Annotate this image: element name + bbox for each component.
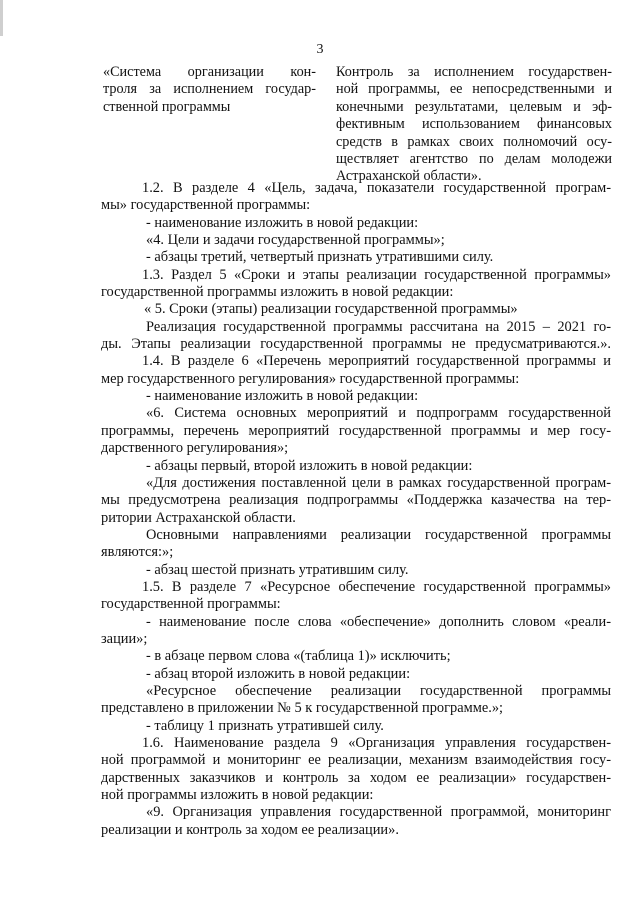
body-text-line: ды. Этапы реализации государственной программы не предусматриваются.». bbox=[101, 336, 611, 353]
body-text-line: мы предусмотрена реализация подпрограммы «Поддержка казачества на тер- bbox=[101, 492, 611, 509]
body-text-line: мы» государственной программы: bbox=[101, 197, 311, 214]
page-number: 3 bbox=[316, 42, 324, 57]
table-text-line: средств в рамках своих полномочий осу- bbox=[336, 133, 612, 150]
body-text-line: «9. Организация управления государственной программой, мониторинг bbox=[146, 804, 611, 821]
table-text-line: Контроль за исполнением государствен- bbox=[336, 64, 612, 80]
body-text-line: ной программой и мониторинг ее реализации, механизм взаимодействия госу- bbox=[101, 752, 611, 769]
table-cell-left bbox=[103, 64, 316, 116]
body-text-line: ритории Астраханской области. bbox=[101, 509, 296, 526]
body-text-line: 1.2. В разделе 4 «Цель, задача, показатели государственной програм- bbox=[142, 180, 611, 196]
body-text-line: государственной программы: bbox=[101, 596, 281, 613]
body-text-line: являются:»; bbox=[101, 544, 174, 561]
body-text-line: - в абзаце первом слова «(таблица 1)» исключить; bbox=[146, 648, 451, 665]
body-text-line: представлено в приложении № 5 к государственной программе.»; bbox=[101, 700, 504, 717]
body-text-line: реализации и контроль за ходом ее реализации». bbox=[101, 821, 399, 838]
table-text-line: «Система организации кон- bbox=[103, 64, 316, 80]
body-text-line: - таблицу 1 признать утратившей силу. bbox=[146, 717, 384, 734]
body-text-line: - абзац второй изложить в новой редакции: bbox=[146, 665, 411, 682]
body-text-line: 1.5. В разделе 7 «Ресурсное обеспечение государственной программы» bbox=[142, 578, 611, 595]
document-body bbox=[101, 180, 611, 839]
body-text-line: Реализация государственной программы рассчитана на 2015 – 2021 го- bbox=[146, 318, 611, 335]
table-text-line: троля за исполнением государ- bbox=[103, 81, 316, 98]
scan-edge-mark bbox=[0, 0, 3, 36]
body-text-line: - наименование после слова «обеспечение» дополнить словом «реали- bbox=[146, 613, 611, 630]
table-text-line: ществляет агентство по делам молодежи bbox=[336, 151, 612, 168]
table-cell-right bbox=[336, 64, 612, 186]
body-text-line: государственной программы изложить в новой редакции: bbox=[101, 284, 454, 301]
body-text-line: - абзац шестой признать утратившим силу. bbox=[146, 561, 409, 578]
table-text-line: фективным использованием финансовых bbox=[336, 116, 612, 133]
body-text-line: дарственного регулирования»; bbox=[101, 440, 289, 457]
body-text-line: - наименование изложить в новой редакции: bbox=[146, 214, 419, 231]
body-text-line: «Ресурсное обеспечение реализации государственной программы bbox=[146, 682, 611, 699]
body-text-line: - наименование изложить в новой редакции: bbox=[146, 388, 419, 405]
body-text-line: программы, перечень мероприятий государственной программы и мер госу- bbox=[101, 422, 611, 439]
body-text-line: дарственных заказчиков и контроль за ходом ее реализации» государствен- bbox=[101, 769, 611, 786]
body-text-line: - абзацы первый, второй изложить в новой редакции: bbox=[146, 457, 473, 474]
body-text-line: «4. Цели и задачи государственной программы»; bbox=[146, 232, 445, 249]
body-text-line: Основными направлениями реализации государственной программы bbox=[146, 526, 611, 543]
table-text-line: ной программы, ее непосредственными и bbox=[336, 81, 612, 98]
body-text-line: - абзацы третий, четвертый признать утратившими силу. bbox=[146, 249, 494, 266]
body-text-line: «Для достижения поставленной цели в рамках государственной програм- bbox=[146, 474, 611, 491]
body-text-line: 1.4. В разделе 6 «Перечень мероприятий государственной программы и bbox=[142, 353, 611, 370]
table-text-line: Астраханской области». bbox=[336, 168, 482, 185]
body-text-line: 1.3. Раздел 5 «Сроки и этапы реализации государственной программы» bbox=[142, 266, 611, 283]
table-text-line: ственной программы bbox=[103, 98, 231, 115]
body-text-line: зации»; bbox=[101, 630, 148, 647]
body-text-line: 1.6. Наименование раздела 9 «Организация управления государствен- bbox=[142, 735, 611, 751]
body-text-line: мер государственного регулирования» государственной программы: bbox=[101, 370, 520, 387]
table-text-line: конечными результатами, целевым и эф- bbox=[336, 98, 612, 115]
body-text-line: ной программы изложить в новой редакции: bbox=[101, 787, 374, 804]
body-text-line: «6. Система основных мероприятий и подпрограмм государственной bbox=[146, 405, 611, 422]
body-text-line: « 5. Сроки (этапы) реализации государственной программы» bbox=[144, 301, 518, 318]
